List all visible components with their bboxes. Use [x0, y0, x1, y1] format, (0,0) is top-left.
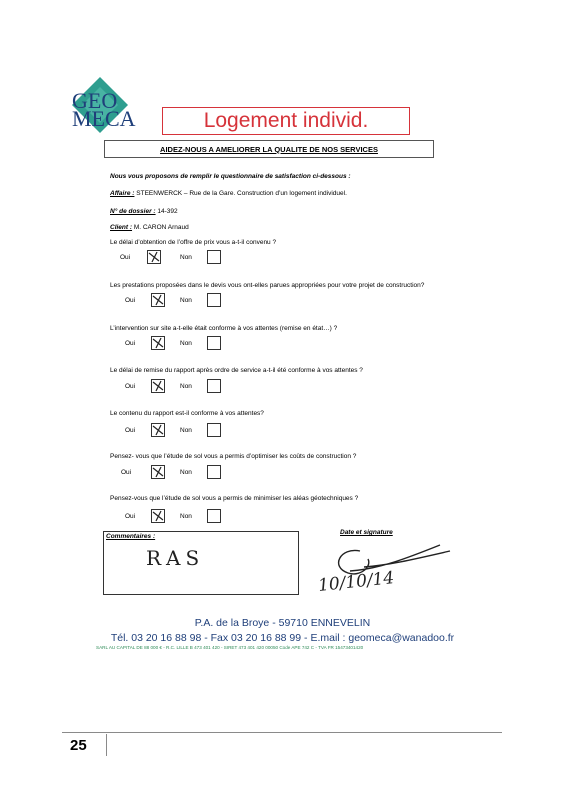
question-6: Pensez- vous que l’étude de sol vous a permis d’optimiser les coûts de construction ? — [110, 453, 357, 460]
client-value: M. CARON Arnaud — [132, 224, 189, 231]
q6-no-checkbox[interactable] — [207, 465, 221, 479]
dossier-line — [110, 208, 178, 215]
q5-no-label: Non — [180, 427, 192, 434]
q3-no-label: Non — [180, 340, 192, 347]
signature-title: Date et signature — [340, 529, 393, 536]
question-4: Le délai de remise du rapport après ordre de service a-t-il été conforme à vos attentes ? — [110, 367, 363, 374]
question-5: Le contenu du rapport est-il conforme à vos attentes? — [110, 410, 264, 417]
intro-text: Nous vous proposons de remplir le questionnaire de satisfaction ci-dessous : — [110, 173, 351, 180]
dossier-label: N° de dossier : — [110, 208, 156, 215]
logo-text-geo: GEO — [72, 88, 118, 113]
question-1: Le délai d’obtention de l’offre de prix vous a-t-il convenu ? — [110, 239, 277, 246]
page-number-separator — [106, 734, 107, 756]
dossier-value: 14-392 — [155, 208, 178, 215]
q6-yes-label: Oui — [121, 469, 132, 476]
client-line — [110, 224, 189, 231]
q1-no-label: Non — [180, 254, 192, 261]
q5-no-checkbox[interactable] — [207, 423, 221, 437]
logo-text-meca: MECA — [72, 106, 136, 131]
company-legal: SARL AU CAPITAL DE 88 000 € - R.C. LILLE B 473 401 420 - SIRET 473 401 420 00050 Code APE 742 C - TVA FR 15473401420 — [96, 645, 364, 650]
check-mark-icon — [151, 336, 165, 350]
q2-no-label: Non — [180, 297, 192, 304]
q2-no-checkbox[interactable] — [207, 293, 221, 307]
affaire-label: Affaire : — [110, 190, 135, 197]
page-divider — [62, 732, 502, 733]
question-2: Les prestations proposées dans le devis vous ont-elles parues appropriées pour votre projet de construction? — [110, 282, 425, 289]
question-7: Pensez-vous que l’étude de sol vous a permis de minimiser les aléas géotechniques ? — [110, 495, 359, 502]
check-mark-icon — [147, 250, 161, 264]
affaire-value: STEENWERCK – Rue de la Gare. Construction d’un logement individuel. — [134, 190, 347, 197]
affaire-line — [110, 190, 347, 197]
q7-yes-label: Oui — [125, 513, 136, 520]
q4-no-label: Non — [180, 383, 192, 390]
q7-no-label: Non — [180, 513, 192, 520]
question-3: L’intervention sur site a-t-elle était conforme à vos attentes (remise en état…) ? — [110, 325, 338, 332]
client-label: Client : — [110, 224, 133, 231]
q3-no-checkbox[interactable] — [207, 336, 221, 350]
check-mark-icon — [151, 423, 165, 437]
check-mark-icon — [151, 379, 165, 393]
check-mark-icon — [151, 465, 165, 479]
q7-no-checkbox[interactable] — [207, 509, 221, 523]
comments-box[interactable] — [103, 531, 299, 595]
q1-yes-label: Oui — [120, 254, 131, 261]
page-number: 25 — [70, 737, 87, 754]
comments-title: Commentaires : — [106, 533, 156, 540]
signature-date: 10/10/14 — [317, 568, 396, 596]
q5-yes-label: Oui — [125, 427, 136, 434]
check-mark-icon — [151, 293, 165, 307]
q4-no-checkbox[interactable] — [207, 379, 221, 393]
q2-yes-label: Oui — [125, 297, 136, 304]
q1-no-checkbox[interactable] — [207, 250, 221, 264]
survey-banner: AIDEZ-NOUS A AMELIORER LA QUALITE DE NOS SERVICES — [104, 140, 434, 158]
company-contact: Tél. 03 20 16 88 98 - Fax 03 20 16 88 99 - E.mail : geomeca@wanadoo.fr — [110, 632, 455, 644]
company-address: P.A. de la Broye - 59710 ENNEVELIN — [194, 617, 371, 629]
q4-yes-label: Oui — [125, 383, 136, 390]
q6-no-label: Non — [180, 469, 192, 476]
document-type-label: Logement individ. — [162, 107, 410, 135]
check-mark-icon — [151, 509, 165, 523]
comments-handwritten-text: RAS — [146, 546, 205, 570]
q3-yes-label: Oui — [125, 340, 136, 347]
